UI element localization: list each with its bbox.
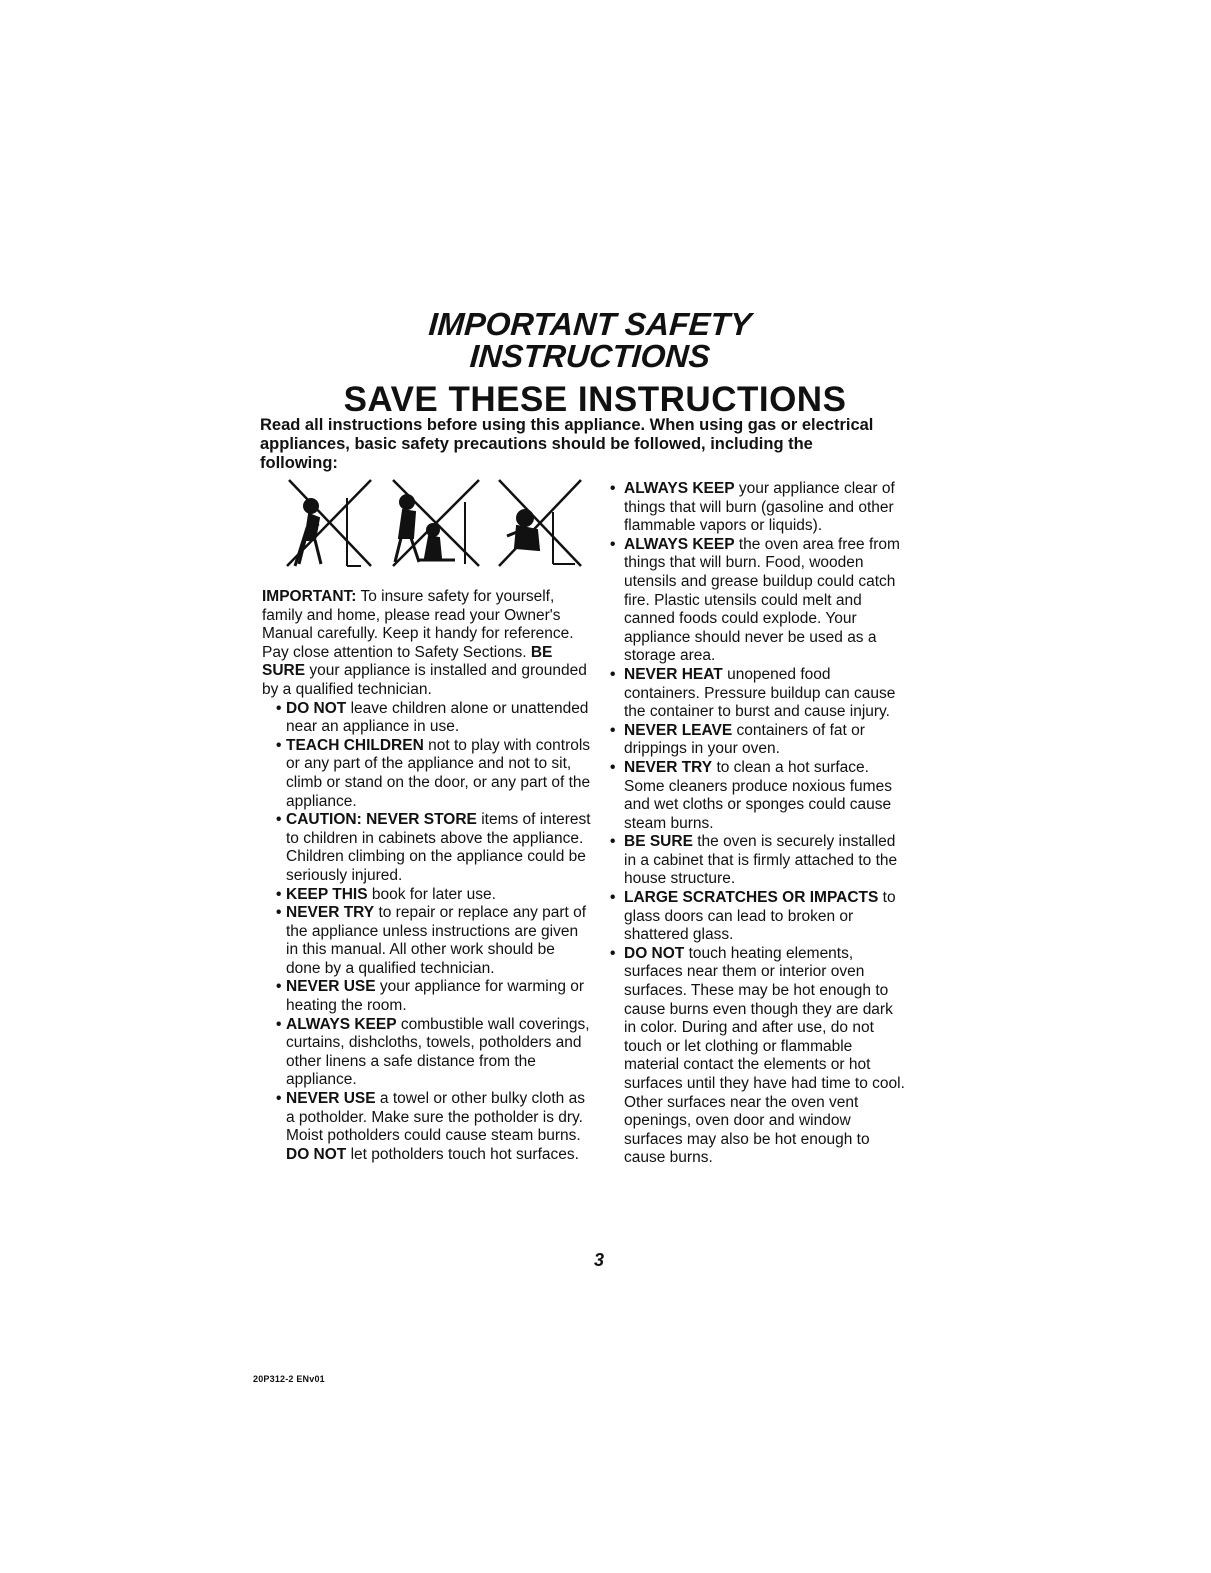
list-item: • KEEP THIS book for later use.	[262, 886, 592, 905]
child-sitting-icon	[499, 480, 581, 566]
page-number: 3	[594, 1250, 605, 1270]
list-item: • DO NOT leave children alone or unattended near an appliance in use.	[262, 700, 592, 737]
list-item: • NEVER TRY to repair or replace any part of the appliance unless instructions are given in this manual. All other work should be done by a qualified technician.	[262, 904, 592, 978]
list-item: • NEVER USE your appliance for warming or heating the room.	[262, 978, 592, 1015]
list-item: • NEVER HEAT unopened food containers. Pressure buildup can cause the container to burst and cause injury.	[608, 666, 908, 722]
list-item: • NEVER TRY to clean a hot surface. Some cleaners produce noxious fumes and wet cloths or sponges could cause steam burns.	[608, 759, 908, 833]
save-instructions-heading: SAVE THESE INSTRUCTIONS	[343, 380, 847, 419]
important-paragraph: IMPORTANT: To insure safety for yourself, family and home, please read your Owner's Manual carefully. Keep it handy for reference. Pay close attention to Safety Sections. BE SURE your appliance is installed and grounded by a qualified technician.	[262, 588, 587, 698]
page-title-line1: IMPORTANT SAFETY	[427, 306, 753, 342]
child-safety-illustration	[285, 478, 585, 570]
document-code: 20P312-2 ENv01	[253, 1374, 325, 1384]
right-column	[608, 480, 908, 1168]
left-column	[262, 588, 592, 1164]
list-item: • NEVER LEAVE containers of fat or drippings in your oven.	[608, 722, 908, 759]
list-item: • TEACH CHILDREN not to play with controls or any part of the appliance and not to sit, climb or stand on the door, or any part of the appliance.	[262, 737, 592, 811]
page-title-line2: INSTRUCTIONS	[468, 338, 712, 374]
list-item: • DO NOT touch heating elements, surfaces near them or interior oven surfaces. These may be hot enough to cause burns even though they are dark in color. During and after use, do not touch or let clothing or flammable material contact the elements or hot surfaces until they have had time to cool. Other surfaces near the oven vent openings, oven door and window surfaces may also be hot enough to cause burns.	[608, 945, 908, 1168]
child-standing-icon	[393, 480, 479, 566]
intro-paragraph: Read all instructions before using this appliance. When using gas or electrical appliances, basic safety precautions should be followed, including the following:	[260, 416, 874, 472]
right-safety-list	[608, 480, 908, 1168]
list-item: • ALWAYS KEEP your appliance clear of things that will burn (gasoline and other flammable vapors or liquids).	[608, 480, 908, 536]
list-item: • BE SURE the oven is securely installed in a cabinet that is firmly attached to the house structure.	[608, 833, 908, 889]
list-item: • ALWAYS KEEP the oven area free from things that will burn. Food, wooden utensils and grease buildup could catch fire. Plastic utensils could melt and canned foods could explode. Your appliance should never be used as a storage area.	[608, 536, 908, 666]
left-safety-list	[262, 700, 592, 1165]
child-on-door-icon	[287, 480, 371, 566]
list-item: • LARGE SCRATCHES OR IMPACTS to glass doors can lead to broken or shattered glass.	[608, 889, 908, 945]
list-item: • NEVER USE a towel or other bulky cloth as a potholder. Make sure the potholder is dry. Moist potholders could cause steam burns. DO NOT let potholders touch hot surfaces.	[262, 1090, 592, 1164]
list-item: • CAUTION: NEVER STORE items of interest to children in cabinets above the appliance. Children climbing on the appliance could be seriously injured.	[262, 811, 592, 885]
list-item: • ALWAYS KEEP combustible wall coverings, curtains, dishcloths, towels, potholders and other linens a safe distance from the appliance.	[262, 1016, 592, 1090]
